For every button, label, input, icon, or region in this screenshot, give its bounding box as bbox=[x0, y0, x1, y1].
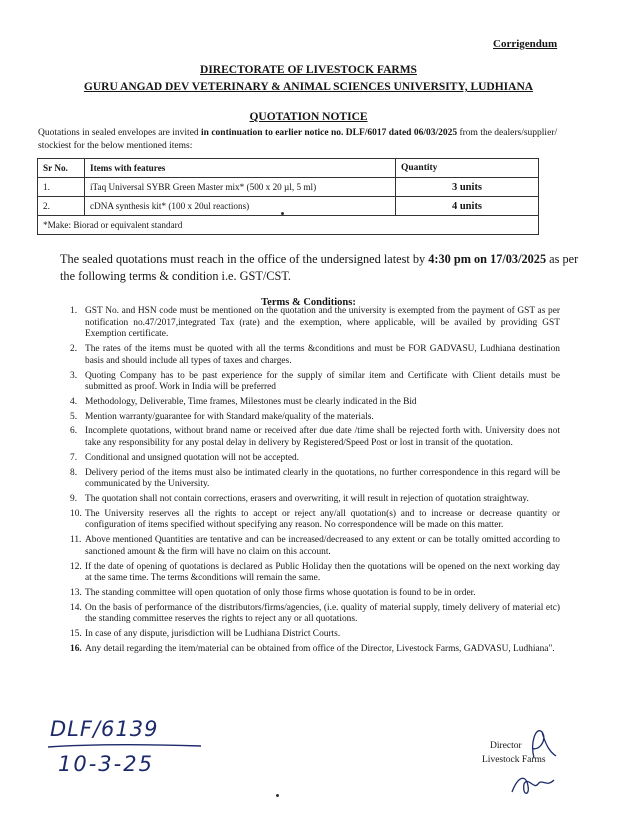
stray-dot bbox=[281, 212, 284, 215]
row-item: iTaq Universal SYBR Green Master mix* (500 x 20 µl, 5 ml) bbox=[85, 178, 396, 197]
term-text: The University reserves all the rights to accept or reject any/all quotation(s) and to increase or decrease quantity or configuration of items specified without specifying any reason. No correspondence will be made on this matter. bbox=[85, 508, 560, 531]
term-item bbox=[52, 603, 560, 626]
term-item bbox=[52, 344, 560, 367]
signatory-office: Livestock Farms bbox=[482, 755, 546, 765]
term-number: 2. bbox=[70, 344, 78, 355]
term-number: 10. bbox=[70, 508, 82, 519]
org-line-2: GURU ANGAD DEV VETERINARY & ANIMAL SCIENCES UNIVERSITY, LUDHIANA bbox=[83, 81, 534, 93]
table-footnote: *Make: Biorad or equivalent standard bbox=[38, 216, 539, 235]
intro-reference: in continuation to earlier notice no. DLF/6017 dated 06/03/2025 bbox=[201, 128, 458, 138]
term-item bbox=[52, 412, 560, 424]
intro-text-2: from the dealers/supplier/ stockiest for the below mentioned items: bbox=[38, 128, 558, 151]
term-item bbox=[52, 426, 560, 449]
term-text: The quotation shall not contain corrections, erasers and overwriting, it will result in rejection of quotation straightway. bbox=[85, 494, 529, 504]
term-number: 11. bbox=[70, 535, 82, 546]
term-item bbox=[52, 644, 560, 656]
header-items: Items with features bbox=[85, 159, 396, 178]
term-text: Any detail regarding the item/material can be obtained from office of the Director, Livestock Farms, GADVASU, Ludhiana". bbox=[85, 643, 555, 654]
intro-text-1: Quotations in sealed envelopes are invited bbox=[38, 128, 202, 138]
term-item bbox=[52, 509, 560, 532]
term-number: 3. bbox=[70, 370, 78, 381]
term-text: If the date of opening of quotations is declared as Public Holiday then the quotations will be opened on the next working day at the same time. The terms &conditions will remain the same. bbox=[85, 561, 560, 584]
intro-paragraph bbox=[38, 127, 583, 153]
deadline-text-2: as per the following terms & condition i.e. GST/CST. bbox=[60, 252, 579, 283]
handwritten-reference: DLF/6139 bbox=[50, 717, 159, 741]
org-line-1: DIRECTORATE OF LIVESTOCK FARMS bbox=[200, 64, 417, 76]
term-number: 14. bbox=[70, 602, 82, 613]
handwritten-underline bbox=[46, 742, 206, 750]
term-item bbox=[52, 371, 560, 394]
terms-list bbox=[52, 303, 560, 655]
handwritten-date: 10-3-25 bbox=[58, 752, 154, 776]
term-item bbox=[52, 535, 560, 558]
items-table bbox=[37, 158, 539, 235]
term-number: 1. bbox=[70, 306, 78, 317]
term-item bbox=[52, 397, 560, 409]
term-number: 7. bbox=[70, 452, 78, 463]
term-number: 8. bbox=[70, 467, 78, 478]
row-qty: 4 units bbox=[396, 197, 539, 216]
signature-scribble-bottom bbox=[508, 770, 558, 800]
term-number: 13. bbox=[70, 587, 82, 598]
table-row bbox=[38, 178, 539, 197]
table-row bbox=[38, 197, 539, 216]
term-number: 4. bbox=[70, 396, 78, 407]
notice-title: QUOTATION NOTICE bbox=[249, 111, 368, 123]
term-text: The standing committee will open quotation of only those firms whose quotation is found to be in order. bbox=[85, 587, 476, 598]
row-item: cDNA synthesis kit* (100 x 20ul reactions) bbox=[85, 197, 396, 216]
term-text: GST No. and HSN code must be mentioned on the quotation and the university is exempted from the payment of GST as per notification no.47/2017,integrated Tax (rate) and the exemption, where applicable, will be availed by providing GST Exemption certificate. bbox=[85, 306, 560, 340]
header-quantity: Quantity bbox=[396, 159, 539, 178]
term-text: Above mentioned Quantities are tentative and can be increased/decreased to any extent or can be totally omitted according to sanctioned amount & the firm will have no claim on this account. bbox=[85, 535, 560, 557]
signatory-title: Director bbox=[490, 741, 522, 751]
term-text: Quoting Company has to be past experience for the supply of similar item and Certificate with Client details must be submitted as proof. Work in India will be preferred bbox=[85, 370, 560, 393]
deadline-text-1: The sealed quotations must reach in the office of the undersigned latest by bbox=[60, 252, 429, 266]
row-sr: 2. bbox=[38, 197, 85, 216]
term-item bbox=[52, 562, 560, 585]
term-item bbox=[52, 306, 560, 341]
term-number: 12. bbox=[70, 561, 82, 572]
term-text: Mention warranty/guarantee for with Standard make/quality of the materials. bbox=[85, 411, 374, 422]
term-number: 5. bbox=[70, 411, 78, 422]
term-text: Conditional and unsigned quotation will not be accepted. bbox=[85, 452, 300, 463]
term-item bbox=[52, 588, 560, 600]
term-number: 15. bbox=[70, 629, 82, 640]
corrigendum-label: Corrigendum bbox=[493, 38, 558, 50]
deadline-datetime: 4:30 pm on 17/03/2025 bbox=[428, 252, 547, 266]
header-sr: Sr No. bbox=[38, 159, 85, 178]
terms-heading: Terms & Conditions: bbox=[261, 297, 356, 308]
table-footnote-row bbox=[38, 216, 539, 235]
term-text: Methodology, Deliverable, Time frames, Milestones must be clearly indicated in the Bid bbox=[85, 396, 417, 407]
term-item bbox=[52, 468, 560, 491]
term-item bbox=[52, 453, 560, 465]
row-qty: 3 units bbox=[396, 178, 539, 197]
term-text: In case of any dispute, jurisdiction will be Ludhiana District Courts. bbox=[85, 629, 341, 640]
table-header-row bbox=[38, 159, 539, 178]
term-text: The rates of the items must be quoted with all the terms &conditions and must be FOR GADVASU, Ludhiana destination basis and should include all types of taxes and charges. bbox=[85, 344, 560, 366]
term-text: On the basis of performance of the distributors/firms/agencies, (i.e. quality of material supply, timely delivery of material etc) the standing committee reserves the rights to reject any or all quotations. bbox=[85, 602, 560, 625]
row-sr: 1. bbox=[38, 178, 85, 197]
term-number: 9. bbox=[70, 494, 78, 504]
term-text: Delivery period of the items must also be intimated clearly in the quotations, no further correspondence in this regard will be communicated by the University. bbox=[85, 467, 560, 490]
term-number: 6. bbox=[70, 426, 78, 437]
deadline-paragraph bbox=[60, 251, 580, 285]
term-item bbox=[52, 629, 560, 641]
term-item bbox=[52, 494, 560, 506]
term-number: 16. bbox=[70, 643, 82, 654]
stray-dot bbox=[276, 794, 279, 797]
term-text: Incomplete quotations, without brand name or received after due date /time shall be rejected forth with. University does not take any responsibility for any postal delay in delivery by Registered/Speed Post or lost in transit of the quotation. bbox=[85, 426, 560, 449]
